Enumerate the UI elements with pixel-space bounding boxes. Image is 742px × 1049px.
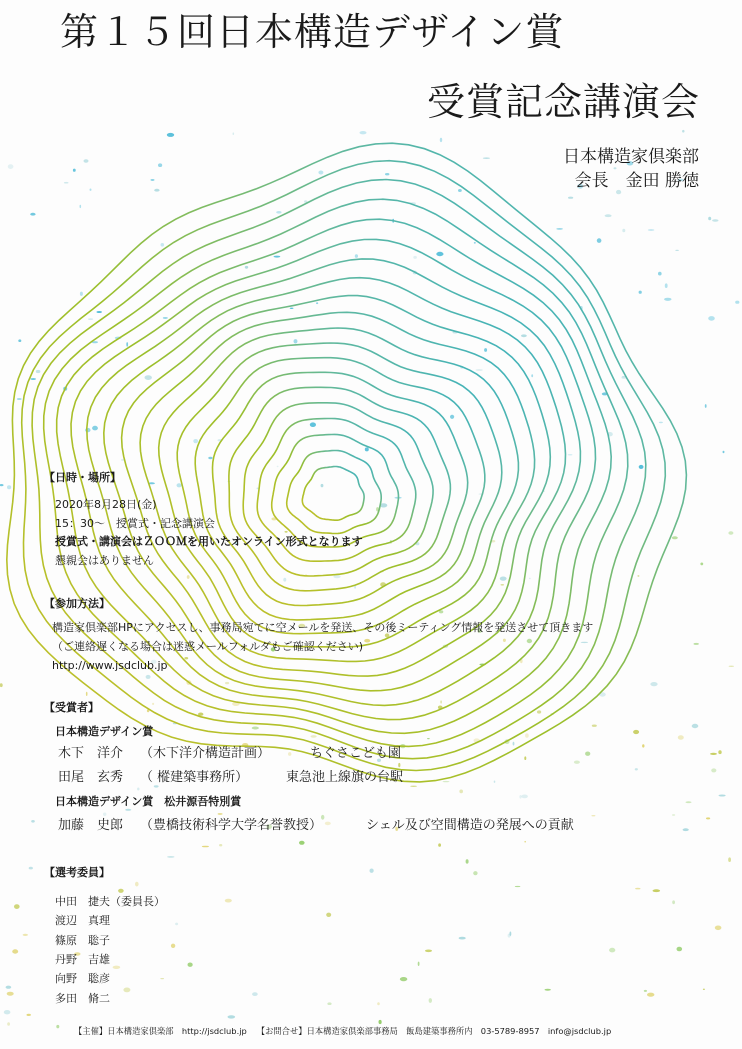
paint-speck xyxy=(728,531,733,535)
paint-speck xyxy=(483,157,490,159)
paint-speck xyxy=(218,813,223,814)
paint-speck xyxy=(252,727,259,730)
paint-speck xyxy=(92,426,98,431)
paint-speck xyxy=(718,750,721,754)
paint-speck xyxy=(327,1002,331,1005)
paint-speck xyxy=(500,577,507,581)
paint-speck xyxy=(686,801,692,803)
paint-speck xyxy=(125,809,131,811)
paint-speck xyxy=(591,815,595,816)
join-note: （ご連絡遅くなる場合は迷惑メールフォルダもご確認ください) xyxy=(52,640,364,653)
section-heading-datetime: 【日時・場所】 xyxy=(44,471,121,484)
paint-speck xyxy=(385,173,389,175)
paint-speck xyxy=(365,447,369,451)
paint-speck xyxy=(299,841,305,845)
paint-speck xyxy=(605,214,612,217)
paint-speck xyxy=(672,536,678,539)
paint-speck xyxy=(202,846,209,848)
paint-speck xyxy=(682,130,684,133)
paint-speck xyxy=(64,182,69,184)
paint-speck xyxy=(158,163,162,167)
paint-speck xyxy=(494,781,496,783)
awardee-work: シェル及び空間構造の発展への貢献 xyxy=(366,818,574,833)
committee-member: 多田 脩二 xyxy=(55,992,110,1005)
paint-speck xyxy=(410,786,417,787)
paint-speck xyxy=(639,465,644,469)
paint-speck xyxy=(4,1010,11,1014)
paint-speck xyxy=(187,575,190,579)
paint-speck xyxy=(154,189,159,192)
paint-speck xyxy=(665,283,668,288)
paint-speck xyxy=(85,428,90,432)
paint-speck xyxy=(7,485,11,489)
paint-speck xyxy=(427,738,430,739)
paint-speck xyxy=(513,742,515,746)
paint-speck xyxy=(285,531,288,533)
paint-speck xyxy=(360,131,367,134)
paint-speck xyxy=(440,138,442,142)
awardee-work: ちぐさこども園 xyxy=(310,746,402,761)
paint-speck xyxy=(27,1014,31,1016)
paint-speck xyxy=(413,256,417,259)
paint-speck xyxy=(225,682,229,684)
club-website-link[interactable]: http://www.jsdclub.jp xyxy=(52,659,168,672)
paint-speck xyxy=(458,189,462,192)
paint-speck xyxy=(167,856,174,858)
paint-speck xyxy=(146,675,151,679)
paint-speck xyxy=(672,814,675,815)
paint-speck xyxy=(556,228,563,230)
paint-speck xyxy=(425,950,432,953)
special-award-label: 日本構造デザイン賞 松井源吾特別賞 xyxy=(55,795,242,808)
paint-speck xyxy=(8,164,14,169)
paint-speck xyxy=(501,584,505,586)
awardee-office: （豊橋技術科学大学名誉教授） xyxy=(140,818,323,833)
paint-speck xyxy=(310,422,316,427)
paint-speck xyxy=(86,692,88,696)
committee-member: 向野 聡彦 xyxy=(55,972,110,985)
paint-speck xyxy=(103,813,106,816)
paint-speck xyxy=(283,578,286,582)
paint-speck xyxy=(30,213,35,216)
paint-speck xyxy=(711,768,716,772)
paint-speck xyxy=(609,948,615,953)
paint-speck xyxy=(370,869,374,873)
contour-ring xyxy=(122,296,551,676)
paint-speck xyxy=(318,171,323,175)
paint-speck xyxy=(633,730,639,734)
awardee-name: 木下 洋介 xyxy=(58,746,124,761)
paint-speck xyxy=(277,466,279,467)
committee-member: 篠原 聡子 xyxy=(55,934,110,947)
paint-speck xyxy=(521,795,528,799)
paint-speck xyxy=(252,992,258,996)
committee-member: 中田 捷夫（委員長） xyxy=(55,895,165,908)
paint-speck xyxy=(233,132,235,135)
paint-speck xyxy=(450,415,454,419)
paint-speck xyxy=(648,229,655,230)
paint-speck xyxy=(678,735,684,740)
paint-speck xyxy=(23,934,28,936)
online-format-note: 授賞式・講演会はＺＯＯＭを用いたオンライン形式となります xyxy=(55,535,363,548)
paint-speck xyxy=(311,735,317,738)
paint-speck xyxy=(80,292,83,296)
paint-speck xyxy=(515,886,521,887)
paint-speck xyxy=(729,666,734,667)
contour-ring xyxy=(302,467,364,521)
awardee-name: 加藤 史郎 xyxy=(58,818,124,833)
paint-speck xyxy=(545,989,551,991)
paint-speck xyxy=(658,272,662,276)
paint-speck xyxy=(167,133,174,137)
paint-speck xyxy=(294,339,298,343)
paint-speck xyxy=(705,404,707,408)
paint-speck xyxy=(12,949,18,953)
awardee-office: （ 樅建築事務所） xyxy=(140,770,249,785)
paint-speck xyxy=(592,725,597,727)
paint-speck xyxy=(677,947,683,952)
footer-contact: 【お問合せ】日本構造家倶楽部事務局 飯島建築事務所内 03-5789-8957 info@jsdclub.jp xyxy=(256,1026,612,1036)
paint-speck xyxy=(163,317,168,318)
paint-speck xyxy=(508,934,511,938)
paint-speck xyxy=(123,988,130,993)
poster-title-line1: 第１５回日本構造デザイン賞 xyxy=(60,10,565,54)
paint-speck xyxy=(152,703,154,705)
paint-speck xyxy=(639,291,642,294)
contour-ring xyxy=(195,358,485,620)
paint-speck xyxy=(708,217,711,221)
award-category-label: 日本構造デザイン賞 xyxy=(55,725,154,738)
paint-speck xyxy=(635,768,638,770)
paint-speck xyxy=(466,859,469,863)
contour-rings xyxy=(7,143,687,782)
paint-speck xyxy=(379,1020,382,1024)
paint-speck xyxy=(171,944,175,948)
paint-speck xyxy=(184,657,188,659)
paint-speck xyxy=(7,992,14,996)
section-heading-awardees: 【受賞者】 xyxy=(44,701,99,714)
paint-speck xyxy=(622,229,625,233)
paint-speck xyxy=(188,963,193,967)
paint-speck xyxy=(473,871,477,875)
contour-ring xyxy=(243,403,433,576)
committee-member: 丹野 吉雄 xyxy=(55,953,110,966)
paint-speck xyxy=(245,266,248,269)
paint-speck xyxy=(56,1025,59,1028)
paint-speck xyxy=(80,205,82,208)
footer xyxy=(74,1025,621,1037)
paint-speck xyxy=(219,844,222,846)
presenter-name: 会長 金田 勝徳 xyxy=(574,171,699,191)
paint-speck xyxy=(459,937,466,940)
paint-speck xyxy=(503,639,506,642)
paint-speck xyxy=(568,454,573,455)
poster-title-line2: 受賞記念講演会 xyxy=(426,80,700,124)
paint-speck xyxy=(161,243,165,247)
paint-speck xyxy=(581,642,588,643)
paint-speck xyxy=(0,484,3,486)
paint-speck xyxy=(637,575,639,576)
paint-speck xyxy=(96,311,102,313)
paint-speck xyxy=(712,219,718,222)
paint-speck xyxy=(7,1022,10,1026)
paint-speck xyxy=(418,962,420,966)
paint-speck xyxy=(398,763,400,767)
paint-speck xyxy=(355,254,358,258)
paint-speck xyxy=(73,169,76,172)
contour-ring xyxy=(159,328,519,647)
paint-speck xyxy=(274,256,281,258)
paint-speck xyxy=(288,752,291,756)
reception-note: 懇親会はありません xyxy=(55,554,154,567)
paint-speck xyxy=(476,369,483,371)
paint-speck xyxy=(30,378,36,380)
paint-speck xyxy=(597,238,602,243)
paint-speck xyxy=(728,857,731,862)
paint-speck xyxy=(175,923,178,926)
paint-speck xyxy=(644,990,647,992)
awardee-office: （木下洋介構造計画） xyxy=(140,746,271,761)
paint-speck xyxy=(700,563,703,566)
contour-ring xyxy=(213,372,468,605)
paint-speck xyxy=(429,998,432,1003)
awardee-work: 東急池上線旗の台駅 xyxy=(286,770,404,785)
paint-speck xyxy=(193,439,198,443)
paint-speck xyxy=(400,977,407,981)
paint-speck xyxy=(585,752,590,756)
paint-speck xyxy=(225,899,232,903)
paint-speck xyxy=(735,301,739,304)
paint-speck xyxy=(118,889,124,893)
paint-speck xyxy=(715,926,722,931)
paint-speck xyxy=(325,822,331,826)
paint-speck xyxy=(675,250,679,251)
committee-member: 渡辺 真理 xyxy=(55,914,110,927)
paint-speck xyxy=(519,795,521,799)
paint-speck xyxy=(276,211,281,214)
paint-speck xyxy=(440,700,442,703)
paint-speck xyxy=(531,374,533,377)
paint-speck xyxy=(29,867,33,870)
paint-speck xyxy=(6,986,12,989)
paint-speck xyxy=(443,781,450,782)
paint-speck xyxy=(647,993,654,997)
paint-speck xyxy=(36,370,41,373)
paint-speck xyxy=(0,683,3,687)
paint-speck xyxy=(524,841,526,843)
join-instructions: 構造家倶楽部HPにアクセスし、事務局宛てに空メールを発送、その後ミーティング情報を発送させて頂きます xyxy=(52,621,594,634)
paint-speck xyxy=(326,913,331,917)
paint-speck xyxy=(459,790,463,794)
paint-speck xyxy=(642,744,644,747)
paint-speck xyxy=(672,900,675,904)
paint-speck xyxy=(659,422,663,424)
paint-speck xyxy=(653,889,661,892)
paint-speck xyxy=(703,989,705,990)
paint-speck xyxy=(436,252,443,256)
paint-speck xyxy=(527,639,532,643)
paint-speck xyxy=(228,1015,236,1018)
paint-speck xyxy=(723,451,725,453)
paint-speck xyxy=(574,761,580,764)
paint-speck xyxy=(160,978,164,979)
paint-speck xyxy=(683,828,689,831)
paint-speck xyxy=(664,298,671,301)
paint-speck xyxy=(694,643,699,645)
paint-speck xyxy=(438,843,441,846)
contour-ring xyxy=(287,451,382,534)
paint-speck xyxy=(568,197,573,199)
paint-speck xyxy=(706,817,710,819)
paint-speck xyxy=(364,639,370,643)
paint-speck xyxy=(31,820,35,823)
paint-speck xyxy=(113,966,121,969)
presenter-organization: 日本構造家倶楽部 xyxy=(563,147,699,167)
paint-speck xyxy=(708,316,715,321)
paint-speck xyxy=(14,904,20,909)
paint-speck xyxy=(18,339,21,342)
section-heading-committee: 【選考委員】 xyxy=(44,866,110,879)
paint-speck xyxy=(719,795,726,797)
paint-speck xyxy=(135,882,139,887)
paint-speck xyxy=(537,710,541,713)
paint-speck xyxy=(151,179,155,180)
paint-speck xyxy=(17,398,22,400)
paint-speck xyxy=(524,756,526,760)
paint-speck xyxy=(84,159,89,162)
contour-ring xyxy=(22,161,666,771)
paint-speck xyxy=(90,189,92,191)
contour-ring xyxy=(177,343,502,634)
paint-speck xyxy=(525,733,529,737)
paint-speck xyxy=(290,308,294,309)
paint-speck xyxy=(177,483,182,487)
awardee-name: 田尾 玄秀 xyxy=(58,770,124,785)
paint-speck xyxy=(521,334,527,337)
paint-speck xyxy=(484,348,487,352)
event-time: 15：30～ 授賞式・記念講演会 xyxy=(55,517,215,530)
paint-speck xyxy=(529,578,531,580)
paint-speck xyxy=(377,1002,380,1005)
paint-speck xyxy=(208,457,212,459)
event-date: 2020年8月28日(金) xyxy=(55,498,157,511)
footer-host: 【主催】日本構造家倶楽部 http://jsdclub.jp xyxy=(74,1026,247,1036)
paint-speck xyxy=(474,242,476,243)
paint-speck xyxy=(692,724,699,728)
section-heading-how-to-join: 【参加方法】 xyxy=(44,597,110,610)
paint-speck xyxy=(635,888,640,890)
paint-speck xyxy=(137,788,139,791)
paint-speck xyxy=(88,318,93,320)
paint-speck xyxy=(145,375,152,380)
paint-speck xyxy=(126,342,128,347)
paint-speck xyxy=(650,682,657,686)
paint-speck xyxy=(710,753,717,755)
paint-speck xyxy=(316,302,318,304)
paint-speck xyxy=(321,484,324,487)
